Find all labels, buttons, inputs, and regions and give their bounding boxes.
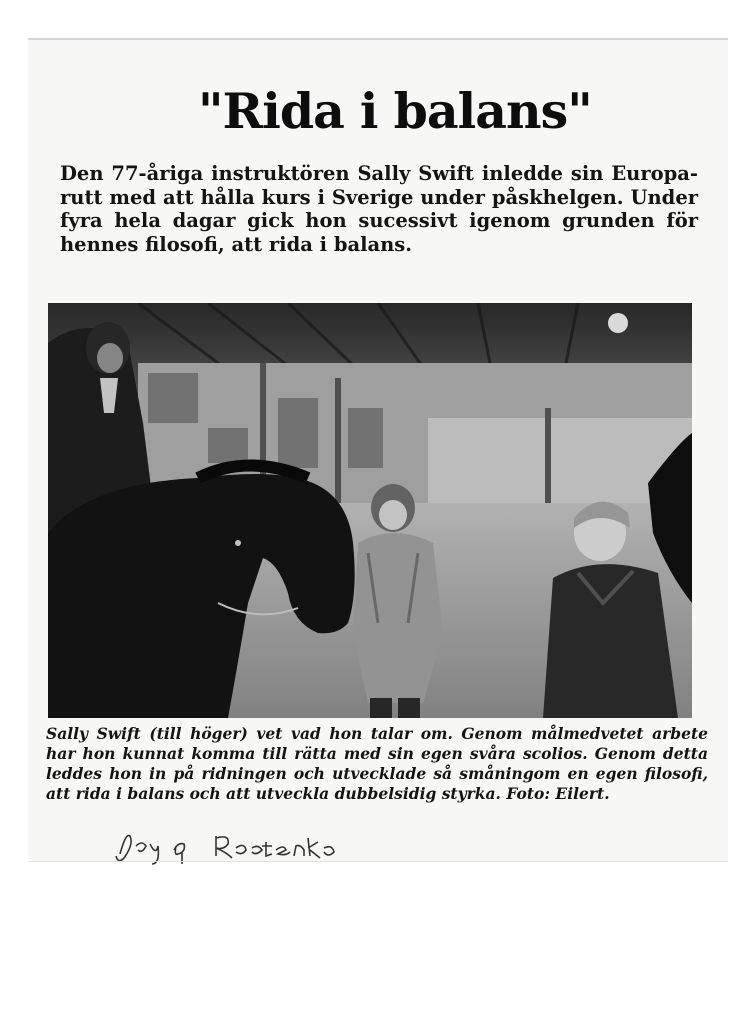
article-lead-paragraph: Den 77-åriga instruktören Sally Swift inledde sin Europa-rutt med att hålla kurs i Sverige under påskhelgen. Under fyra hela dagar gick hon sucessivt igenom grunden för hennes filosofi, att rida i balans. — [60, 162, 698, 256]
handwritten-signature — [112, 826, 372, 866]
clipping-edge-top — [28, 38, 728, 40]
newspaper-clipping — [28, 38, 728, 862]
clipping-edge-bottom — [28, 861, 728, 862]
riding-hall-photo — [48, 303, 692, 718]
article-headline: "Rida i balans" — [198, 82, 592, 140]
article-photo — [48, 303, 692, 718]
photo-caption: Sally Swift (till höger) vet vad hon talar om. Genom målmedvetet arbete har hon kunnat komma till rätta med sin egen svåra scolios. Genom detta leddes hon in på ridningen och utvecklade så småningom en egen filosofi, att rida i balans och att utveckla dubbelsidig styrka. Foto: Eilert. — [46, 724, 708, 803]
